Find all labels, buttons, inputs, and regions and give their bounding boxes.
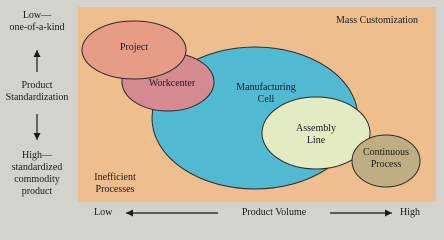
y-axis-top-line-1: Low— [22,10,52,21]
assembly-line-line-1: Assembly [296,123,336,134]
y-axis-bottom-line-4: product [21,186,53,197]
y-axis-title-line-2: Standardization [5,92,69,103]
continuous-process-line-2: Process [370,159,402,170]
y-axis-bottom-line-1: High— [22,150,52,161]
project-label: Project [119,42,149,53]
inefficient-processes-label [84,172,146,196]
y-axis-bottom-label [2,150,72,198]
manufacturing-cell-line-1: Manufacturing [236,82,296,93]
x-axis-high-label: High [400,207,420,218]
workcenter-label: Workcenter [148,78,196,89]
y-axis-bottom-line-3: commodity [14,174,60,185]
y-axis-title [2,80,72,104]
mass-customization-label: Mass Customization [336,15,418,26]
y-axis-bottom-line-2: standardized [11,162,63,173]
inefficient-line-1: Inefficient [94,172,136,183]
continuous-process-line-1: Continuous [362,147,410,158]
y-axis-top-label [2,10,72,34]
y-axis-title-line-1: Product [21,80,53,91]
continuous-process-label [354,147,418,171]
x-axis-low-label: Low [94,207,113,218]
assembly-line-line-2: Line [306,135,326,146]
x-axis-title: Product Volume [241,207,307,218]
inefficient-line-2: Processes [95,184,135,195]
manufacturing-cell-line-2: Cell [257,94,275,105]
manufacturing-cell-label [226,82,306,106]
assembly-line-label [284,123,348,147]
y-axis-top-line-2: one-of-a-kind [9,22,65,33]
